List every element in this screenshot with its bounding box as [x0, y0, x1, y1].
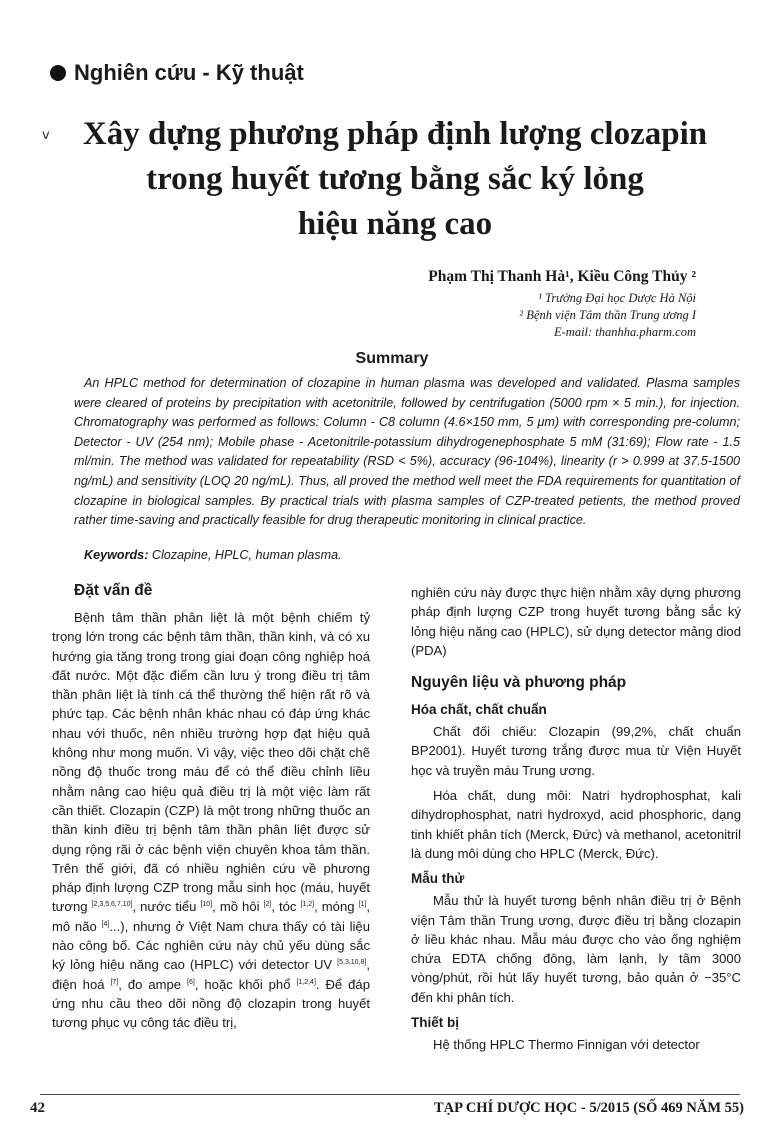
subheading-samples: Mẫu thử	[411, 871, 465, 887]
paragraph-solvents: Hóa chất, dung môi: Natri hydrophosphat, kali dihydrophosphat, natri hydroxyd, acid phosphoric, dạng tinh khiết phân tích (Merck, Đức) và methanol, acetonitril là dung môi dùng cho HPLC (Merck, Đức).	[411, 788, 741, 861]
author-email: E-mail: thanhha.pharm.com	[554, 325, 696, 339]
paragraph-equipment: Hệ thống HPLC Thermo Finnigan với detector	[433, 1037, 700, 1053]
right-column	[411, 583, 741, 1057]
citation: [5,3,10,8]	[337, 959, 367, 967]
summary-heading: Summary	[355, 350, 429, 367]
paragraph-samples: Mẫu thử là huyết tương bệnh nhân điều trị ở Bệnh viện Tâm thần Trung ương, được điều trị bằng clozapin ở liều khác nhau. Mẫu máu được cho vào ống nghiệm chứa EDTA chống đông, làm lạnh, ly tâm 3000 vòng/phút, rồi hút lấy huyết tương, bảo quản ở −35°C đến khi phân tích.	[411, 893, 741, 1005]
affiliation-2: ² Bệnh viện Tâm thần Trung ương I	[519, 308, 696, 322]
section-tag	[50, 60, 304, 86]
citation: [2,3,5,6,7,10]	[91, 901, 133, 909]
citation: [6]	[187, 978, 195, 986]
intro-paragraph: Bệnh tâm thần phân liệt là một bệnh chiếm tỷ trọng lớn trong các bệnh tâm thần, thần kinh, và có xu hướng gia tăng trong trong giai đoạn công nghiệp hoá đất nước. Một đặc điểm cần lưu ý trong điều trị tâm thần phân liệt là tính cá thể thường thể hiện rất rõ và phức tạp. Các bệnh nhân khác nhau có đáp ứng khác nhau với thuốc, nên nhiều trường hợp đạt hiệu quả không như mong muốn. Vì vậy, việc theo dõi chặt chẽ nồng độ thuốc trong máu để có thể điều chỉnh liều nhằm nâng cao hiệu quả điều trị là một việc làm rất cần thiết. Clozapin (CZP) là một trong những thuốc an thần kinh điều trị bệnh tâm thần phân liệt được sử dụng rộng rãi ở các bệnh viện chuyên khoa tâm thần. Trên thế giới, đã có nhiều nghiên cứu về phương pháp định lượng CZP trong mẫu sinh học (máu, huyết tương [2,3,5,6,7,10], nước tiểu [10], mồ hôi [2], tóc [1,2], móng [1], mô não [4]...), nhưng ở Việt Nam chưa thấy có tài liệu nào công bố. Các nghiên cứu này chủ yếu dùng sắc ký lỏng hiệu năng cao (HPLC) với detector UV [5,3,10,8], điện hoá [7], đo ampe [6], hoặc khối phổ [1,2,4]. Để đáp ứng nhu cầu theo dõi nồng độ clozapin trong huyết tương phục vụ công tác điều trị,	[52, 610, 370, 1031]
citation: [1]	[358, 901, 367, 909]
footer-divider	[40, 1094, 740, 1095]
section-heading-materials-methods: Nguyên liệu và phương pháp	[411, 674, 627, 692]
keywords-text: Clozapine, HPLC, human plasma.	[151, 548, 342, 562]
affiliation-1: ¹ Trường Đại học Dược Hà Nội	[538, 291, 696, 305]
bullet-icon	[50, 65, 66, 81]
check-mark: v	[42, 128, 50, 143]
citation: [7]	[110, 978, 119, 986]
left-column	[52, 580, 370, 1036]
journal-footer: TẠP CHÍ DƯỢC HỌC - 5/2015 (SỐ 469 NĂM 55)	[434, 1100, 744, 1116]
title-line: hiệu năng cao	[297, 206, 493, 242]
subheading-equipment: Thiết bị	[411, 1015, 459, 1031]
authors: Phạm Thị Thanh Hà¹, Kiều Công Thủy ²	[428, 268, 696, 285]
citation: [1,2]	[300, 901, 315, 909]
keywords-label: Keywords:	[84, 548, 149, 562]
section-tag-text: Nghiên cứu - Kỹ thuật	[74, 60, 304, 85]
paragraph-reference-standard: Chất đối chiếu: Clozapin (99,2%, chất chuẩn BP2001). Huyết tương trắng được mua từ Viện Huyết học và truyền máu Trung ương.	[411, 724, 741, 778]
citation: [4]	[101, 920, 110, 928]
title-line: Xây dựng phương pháp định lượng clozapin	[82, 116, 708, 152]
citation: [1,2,4]	[296, 978, 316, 986]
summary-text: An HPLC method for determination of clozapine in human plasma was developed and validated. Plasma samples were cleared of proteins by precipitation with acetonitrile, followed by centrifugation (5000 rpm × 5 min.), for injection. Chromatography was performed as follows: Column - C8 column (4.6×150 mm, 5 μm) with corresponding pre-column; Detector - UV (254 nm); Mobile phase - Acetonitrile-potassium dihydrogenephosphate 5 mM (31:69); Flow rate - 1.5 ml/min. The method was validated for repeatability (RSD < 5%), accuracy (96-104%), linearity (r > 0.999 at 37.5-1500 ng/mL) and sensitivity (LOQ 20 ng/mL). Thus, all proved the method well meet the FDA requirements for quantitation of clozapine in biological samples. By practical trials with plasma samples of CZP-treated petients, the method proved rather time-saving and practically feasible for drug therapeutic monitoring in clinical practice.	[74, 376, 740, 528]
title-line: trong huyết tương bằng sắc ký lỏng	[146, 161, 644, 197]
citation: [10]	[200, 901, 213, 909]
summary-body	[74, 374, 740, 531]
affiliations	[519, 290, 696, 341]
intro-continuation: nghiên cứu này được thực hiện nhằm xây dựng phương pháp định lượng CZP trong huyết tương bằng sắc ký lỏng hiệu năng cao (HPLC), sử dụng detector mảng diod (PDA)	[411, 585, 741, 658]
keywords	[74, 546, 740, 566]
section-heading-introduction: Đặt vấn đề	[74, 582, 153, 599]
page-number: 42	[30, 1100, 45, 1116]
subheading-chemicals: Hóa chất, chất chuẩn	[411, 702, 547, 718]
citation: [2]	[263, 901, 272, 909]
article-title	[50, 112, 740, 247]
